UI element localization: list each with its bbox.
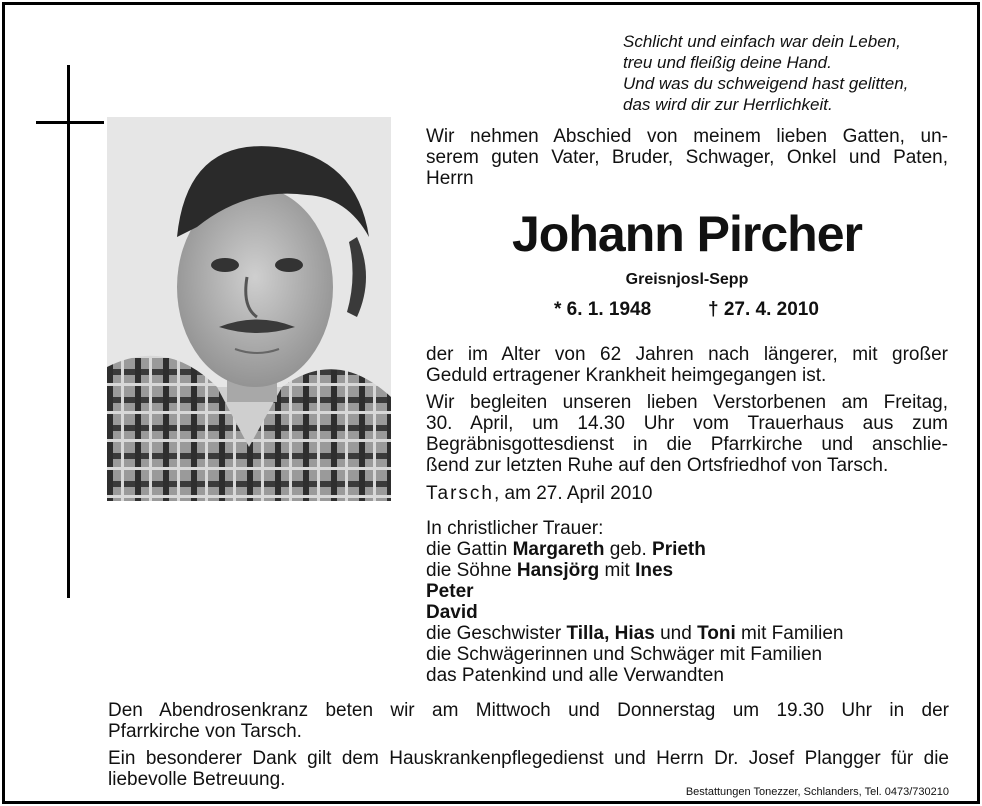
son-name: Hansjörg bbox=[516, 560, 600, 581]
age-paragraph bbox=[426, 344, 948, 386]
text-line: serem guten Vater, Bruder, Schwager, Onkel und Paten, bbox=[426, 147, 948, 168]
funeral-paragraph bbox=[426, 392, 948, 476]
mourner-in-laws: die Schwägerinnen und Schwäger mit Familien bbox=[426, 644, 823, 665]
poem-line: das wird dir zur Herrlichkeit. bbox=[623, 95, 833, 114]
text-line: Herrn bbox=[426, 168, 474, 189]
text: geb. bbox=[604, 539, 653, 560]
wife-name: Margareth bbox=[512, 539, 605, 560]
mourner-son bbox=[426, 581, 948, 602]
death-date: † 27. 4. 2010 bbox=[708, 299, 819, 320]
rosary-paragraph bbox=[108, 700, 949, 742]
town-name: Tarsch bbox=[426, 483, 494, 504]
text-line: Ein besonderer Dank gilt dem Hauskrankenpflegedienst und Herrn Dr. Josef Plangger für die bbox=[108, 748, 949, 769]
son-name: David bbox=[426, 602, 478, 623]
mourner-son bbox=[426, 602, 948, 623]
memorial-poem bbox=[623, 31, 963, 115]
farewell-intro bbox=[426, 126, 948, 189]
text-line: Begräbnisgottesdienst in die Pfarrkirche und anschlie- bbox=[426, 434, 948, 455]
text: die Gattin bbox=[426, 539, 513, 560]
poem-line: Schlicht und einfach war dein Leben, bbox=[623, 32, 901, 51]
mourner-wife bbox=[426, 539, 948, 560]
text-line: Den Abendrosenkranz beten wir am Mittwoch und Donnerstag um 19.30 Uhr in der bbox=[108, 700, 949, 721]
funeral-home-imprint: Bestattungen Tonezzer, Schlanders, Tel. 0473/730210 bbox=[685, 786, 949, 798]
mourners-list bbox=[426, 518, 948, 686]
birth-date: * 6. 1. 1948 bbox=[554, 299, 652, 320]
sibling-names: Tilla, Hias bbox=[566, 623, 655, 644]
sibling-name: Toni bbox=[697, 623, 736, 644]
portrait-photo bbox=[107, 117, 391, 501]
text: die Söhne bbox=[426, 560, 517, 581]
deceased-name: Johann Pircher bbox=[512, 206, 862, 262]
mourners-heading: In christlicher Trauer: bbox=[426, 518, 604, 539]
thanks-paragraph bbox=[108, 748, 949, 790]
mourner-relatives: das Patenkind und alle Verwandten bbox=[426, 665, 724, 686]
text-line: ßend zur letzten Ruhe auf den Ortsfriedhof von Tarsch. bbox=[426, 455, 889, 476]
text-line: 30. April, um 14.30 Uhr vom Trauerhaus aus zum bbox=[426, 413, 948, 434]
text: die Geschwister bbox=[426, 623, 567, 644]
poem-line: treu und fleißig deine Hand. bbox=[623, 53, 832, 72]
text: mit bbox=[599, 560, 636, 581]
poem-line: Und was du schweigend hast gelitten, bbox=[623, 74, 909, 93]
text: mit Familien bbox=[735, 623, 844, 644]
text-line: Wir begleiten unseren lieben Verstorbenen am Freitag, bbox=[426, 392, 948, 413]
text-line: Wir nehmen Abschied von meinem lieben Gatten, un- bbox=[426, 126, 948, 147]
place-and-date bbox=[426, 483, 948, 504]
mourner-sons bbox=[426, 560, 948, 581]
text-line: Pfarrkirche von Tarsch. bbox=[108, 721, 302, 742]
maiden-name: Prieth bbox=[652, 539, 706, 560]
text-line: Geduld ertragener Krankheit heimgegangen ist. bbox=[426, 365, 827, 386]
mourner-siblings bbox=[426, 623, 948, 644]
text-line: liebevolle Betreuung. bbox=[108, 769, 286, 790]
obituary-notice bbox=[2, 2, 980, 804]
cross-icon bbox=[67, 65, 70, 598]
partner-name: Ines bbox=[635, 560, 674, 581]
son-name: Peter bbox=[426, 581, 474, 602]
cross-icon-bar bbox=[36, 121, 104, 124]
notice-date: , am 27. April 2010 bbox=[493, 483, 653, 504]
text-line: der im Alter von 62 Jahren nach längerer, mit großer bbox=[426, 344, 948, 365]
deceased-nickname: Greisnjosl-Sepp bbox=[625, 271, 749, 288]
text: und bbox=[654, 623, 698, 644]
